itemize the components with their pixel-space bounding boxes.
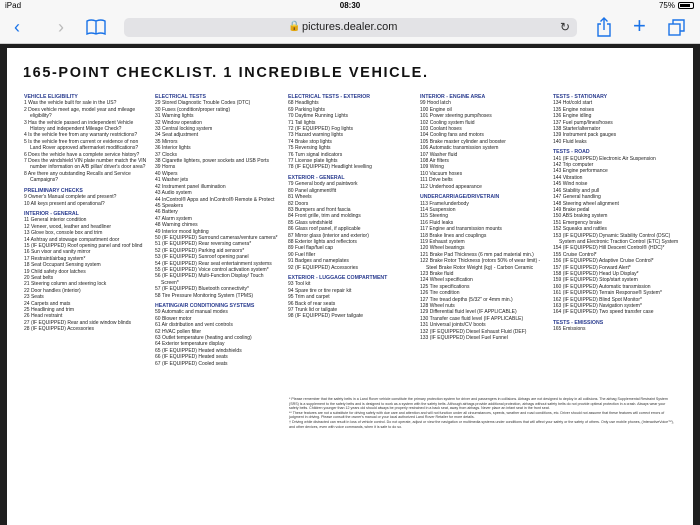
checklist-item: 14 Ashtray and stowage compartment door xyxy=(24,236,120,243)
checklist-item: 140 Fluid leaks xyxy=(553,138,587,145)
checklist-item: 79 General body and paintwork xyxy=(288,181,358,188)
checklist-item: 42 Instrument panel illumination xyxy=(155,183,226,190)
checklist-item: 16 Sun visor and vanity mirror xyxy=(24,249,91,256)
checklist-item: 87 Mirror glass (interior and exterior) xyxy=(288,232,369,239)
checklist-item: 150 ABS braking system xyxy=(553,213,608,220)
checklist-item: 5 Is the vehicle free from current or evidence of non Land Rover approved aftermarket modifications? xyxy=(24,138,139,152)
checklist-item: 153 (IF EQUIPPED) Dynamic Stability Control (DSC) System and Electronic Traction Control (ETC) System xyxy=(553,232,679,245)
plus-icon[interactable]: + xyxy=(633,13,646,38)
section-heading: PRELIMINARY CHECKS xyxy=(24,187,83,194)
checklist-item: 86 Glass roof panel, if applicable xyxy=(288,226,361,233)
checklist-item: 77 License plate lights xyxy=(288,158,338,165)
checklist-item: 113 Frame/underbody xyxy=(420,200,469,207)
checklist-item: 2 Does vehicle meet age, model year and mileage eligibility? xyxy=(24,106,136,120)
checklist-item: 151 Emergency brake xyxy=(553,219,602,226)
checklist-item: 81 Wheels xyxy=(288,194,312,201)
checklist-item: 96 Back of rear seats xyxy=(288,300,336,307)
checklist-item: 62 HVAC pollen filter xyxy=(155,328,202,335)
checklist-item: 44 InControl® Apps and InControl® Remote & Protect xyxy=(155,196,275,203)
checklist-item: 67 (IF EQUIPPED) Cooled seats xyxy=(155,360,228,367)
checklist-item: 53 (IF EQUIPPED) Sunroof opening panel xyxy=(155,254,249,261)
checklist-item: 115 Steering xyxy=(420,213,448,220)
checklist-item: 127 Tire tread depths (5/32" or 4mm min.) xyxy=(420,296,513,303)
checklist-item: 60 Blower motor xyxy=(155,315,192,322)
checklist-item: 94 Spare tire or tire repair kit xyxy=(288,287,352,294)
checklist-item: 111 Drive belts xyxy=(420,177,453,184)
book-icon[interactable] xyxy=(86,19,106,35)
checklist-item: 37 Clocks xyxy=(155,151,177,158)
checklist-column xyxy=(288,94,413,320)
checklist-item: 75 Reversing lights xyxy=(288,145,331,152)
checklist-item: 159 (IF EQUIPPED) Stop/start system xyxy=(553,277,638,284)
reload-icon[interactable]: ↻ xyxy=(559,20,570,34)
checklist-item: 47 Alarm system xyxy=(155,215,192,222)
checklist-item: 22 Door handles (interior) xyxy=(24,287,81,294)
checklist-item: 143 Engine performance xyxy=(553,168,608,175)
checklist-item: 78 (IF EQUIPPED) Headlight levelling xyxy=(288,164,372,171)
checklist-item: 122 Brake Rotor Thickness (rotors 50% of wear limit) - Steel Brake Rotor Weight (kg) - Carbon Ceramic xyxy=(420,258,541,271)
checklist-item: 25 Headlining and trim xyxy=(24,307,75,313)
checklist-item: 135 Engine noises xyxy=(553,106,595,113)
checklist-item: 124 Wheel specification xyxy=(420,277,473,284)
checklist-item: 17 Restraint/airbag system* xyxy=(24,255,86,262)
checklist-item: 63 Outlet temperature (heating and cooling) xyxy=(155,335,252,342)
checklist-item: 29 Stored Diagnostic Trouble Codes (DTC) xyxy=(155,100,251,107)
lock-icon: 🔒 xyxy=(288,21,301,32)
checklist-item: 100 Engine oil xyxy=(420,106,452,113)
status-clock: 08:30 xyxy=(339,1,361,10)
chevron-left-icon[interactable]: ‹ xyxy=(14,17,20,37)
section-heading: HEATING/AIR CONDITIONING SYSTEMS xyxy=(155,303,255,309)
checklist-item: 20 Seat belts xyxy=(24,274,54,281)
battery-percent: 75% xyxy=(658,1,675,10)
checklist-item: 69 Parking lights xyxy=(288,106,325,113)
section-heading: VEHICLE ELIGIBILITY xyxy=(24,94,78,100)
checklist-item: 155 Cruise Control* xyxy=(553,251,597,258)
section-heading: TESTS - STATIONARY xyxy=(553,94,608,100)
checklist-item: 99 Hood latch xyxy=(420,100,451,107)
checklist-item: 55 (IF EQUIPPED) Voice control activation system* xyxy=(155,266,269,273)
section-heading: ELECTRICAL TESTS xyxy=(155,94,206,100)
checklist-item: 9 Owner's Manual complete and present? xyxy=(24,194,117,201)
address-bar[interactable] xyxy=(124,18,577,37)
checklist-item: 139 Instrument pack gauges xyxy=(553,132,617,139)
checklist-item: 46 Battery xyxy=(155,209,178,216)
checklist-item: 71 Tail lights xyxy=(288,119,316,126)
checklist-item: 33 Central locking system xyxy=(155,126,213,133)
checklist-item: 11 General interior condition xyxy=(24,217,87,224)
checklist-item: 149 Brake pedal xyxy=(553,206,590,213)
checklist-item: 107 Washer fluid xyxy=(420,151,458,158)
checklist-item: 123 Brake fluid xyxy=(420,270,454,277)
checklist-item: 103 Coolant hoses xyxy=(420,126,462,133)
checklist-item: 121 Brake Pad Thickness (6 mm pad material min.) xyxy=(420,251,534,258)
checklist-item: 72 (IF EQUIPPED) Fog lights xyxy=(288,126,354,133)
checklist-item: 144 Vibration xyxy=(553,174,583,181)
browser-toolbar xyxy=(0,12,700,44)
checklist-item: 8 Are there any outstanding Recalls and Service Campaigns? xyxy=(24,170,131,184)
url-text: pictures.dealer.com xyxy=(302,21,398,33)
device-name: iPad xyxy=(5,1,22,10)
section-heading: UNDERCARRIAGE/DRIVETRAIN xyxy=(420,194,500,201)
checklist-item: 93 Tool kit xyxy=(288,281,311,288)
checklist-item: 106 Automatic transmission system xyxy=(420,145,499,152)
checklist-item: 28 (IF EQUIPPED) Accessories xyxy=(24,326,95,333)
checklist-item: 34 Seat adjustment xyxy=(155,132,199,139)
checklist-item: 73 Hazard warning lights xyxy=(288,132,344,139)
checklist-item: 97 Trunk lid or tailgate xyxy=(288,307,338,313)
checklist-item: 162 (IF EQUIPPED) Blind Spot Monitor* xyxy=(553,296,642,303)
checklist-item: 56 (IF EQUIPPED) Multi-Function Display/ Touch Screen* xyxy=(155,273,264,286)
checklist-item: 156 (IF EQUIPPED) Adaptive Cruise Control* xyxy=(553,258,654,265)
checklist-item: 4 Is the vehicle free from any warranty restrictions? xyxy=(24,132,138,139)
checklist-item: 54 (IF EQUIPPED) Rear seat entertainment systems xyxy=(155,260,272,267)
checklist-item: 138 Starter/alternator xyxy=(553,126,601,133)
tabs-icon[interactable] xyxy=(668,19,686,37)
checklist-item: 76 Turn signal indicators xyxy=(288,151,343,158)
checklist-item: 116 Fluid leaks xyxy=(420,219,454,226)
checklist-column xyxy=(553,94,685,333)
checklist-item: 12 Veneer, wood, leather and headliner xyxy=(24,223,112,230)
checklist-column xyxy=(155,94,280,367)
checklist-item: 136 Engine idling xyxy=(553,113,592,120)
checklist-column xyxy=(420,94,548,341)
checklist-item: 109 Wiring xyxy=(420,164,444,171)
checklist-item: 137 Fuel pump/lines/hoses xyxy=(553,119,613,126)
checklist-item: 112 Underhood appearance xyxy=(420,183,482,190)
checklist-item: 23 Seats xyxy=(24,294,44,301)
section-heading: INTERIOR - GENERAL xyxy=(24,210,79,217)
checklist-item: 45 Speakers xyxy=(155,202,184,209)
checklist-item: 84 Front grille, trim and moldings xyxy=(288,213,361,220)
checklist-item: 24 Carpets and mats xyxy=(24,300,71,307)
checklist-item: 31 Warning lights xyxy=(155,113,194,120)
battery-status xyxy=(659,1,694,10)
checklist-item: 35 Mirrors xyxy=(155,138,178,145)
checklist-item: 118 Brake lines and couplings xyxy=(420,232,487,239)
checklist-item: 152 Squeaks and rattles xyxy=(553,226,607,233)
checklist-item: 132 (IF EQUIPPED) Diesel Exhaust Fluid (DEF) xyxy=(420,328,527,335)
checklist-item: 59 Automatic and manual modes xyxy=(155,309,228,316)
checklist-item: 117 Engine and transmission mounts xyxy=(420,226,502,233)
checklist-item: 142 Trip computer xyxy=(553,162,594,169)
checklist-item: 13 Glove box, console box and trim xyxy=(24,230,103,237)
checklist-item: 41 Washer jets xyxy=(155,177,189,184)
checklist-item: 92 (IF EQUIPPED) Accessories xyxy=(288,264,359,271)
checklist-item: 164 (IF EQUIPPED) Two speed transfer case xyxy=(553,309,654,316)
checklist-item: 101 Power steering pump/hoses xyxy=(420,113,492,120)
checklist-item: 89 Fuel flap/fuel cap xyxy=(288,245,334,252)
checklist-item: 148 Steering wheel alignment xyxy=(553,200,619,207)
status-bar xyxy=(0,0,700,12)
checklist-item: 110 Vacuum hoses xyxy=(420,170,463,177)
checklist-item: 158 (IF EQUIPPED) Head Up Display* xyxy=(553,270,639,277)
checklist-item: 52 (IF EQUIPPED) Parking aid sensors* xyxy=(155,247,245,254)
checklist-item: 26 Head restraint xyxy=(24,313,63,320)
checklist-item: 21 Steering column and steering lock xyxy=(24,281,107,288)
checklist-item: 51 (IF EQUIPPED) Rear reversing camera* xyxy=(155,241,252,248)
checklist-item: 131 Universal joints/CV boots xyxy=(420,322,486,329)
checklist-item: 70 Daytime Running Lights xyxy=(288,113,349,120)
checklist-item: 6 Does the vehicle have a complete service history? xyxy=(24,151,140,158)
checklist-item: 85 Glass windshield xyxy=(288,219,333,226)
checklist-item: 49 Interior mood lighting xyxy=(155,228,209,235)
checklist-item: 65 (IF EQUIPPED) Heated windshields xyxy=(155,347,242,354)
checklist-item: 58 Tire Pressure Monitoring System (TPMS) xyxy=(155,292,254,299)
checklist-item: 129 Differential fluid level (IF APPLICABLE) xyxy=(420,309,517,316)
footnotes xyxy=(289,397,674,429)
checklist-item: 141 (IF EQUIPPED) Electronic Air Suspension xyxy=(553,155,656,162)
checklist-item: 32 Window operation xyxy=(155,119,202,126)
checklist-item: 133 (IF EQUIPPED) Diesel Fuel Funnel xyxy=(420,335,508,342)
checklist-item: 7 Does the windshield VIN plate number match the VIN number information on A/B pillar/ driver's door area? xyxy=(24,158,147,171)
checklist-item: 38 Cigarette lighters, power sockets and USB Ports xyxy=(155,158,269,165)
chevron-right-icon[interactable]: › xyxy=(58,17,64,37)
checklist-item: 157 (IF EQUIPPED) Forward Alert* xyxy=(553,264,631,271)
battery-icon xyxy=(678,2,694,9)
checklist-item: 39 Horns xyxy=(155,164,176,171)
checklist-item: 15 (IF EQUIPPED) Roof opening panel and roof blind xyxy=(24,242,143,249)
checklist-item: 145 Wind noise xyxy=(553,181,588,188)
checklist-column xyxy=(24,94,149,333)
section-heading: INTERIOR - ENGINE AREA xyxy=(420,94,486,100)
checklist-item: 57 (IF EQUIPPED) Bluetooth connectivity* xyxy=(155,286,249,293)
checklist-item: 1 Was the vehicle built for sale in the US? xyxy=(24,100,117,107)
checklist-item: 83 Bumpers and front fascia xyxy=(288,206,351,213)
checklist-item: 43 Audio system xyxy=(155,190,192,197)
checklist-item: 3 Has the vehicle passed an independent Vehicle History and independent Mileage Check? xyxy=(24,119,134,133)
checklist-item: 82 Doors xyxy=(288,200,309,207)
checklist-item: 40 Wipers xyxy=(155,170,178,177)
checklist-item: 147 General handling xyxy=(553,194,601,201)
checklist-item: 90 Fuel filler xyxy=(288,251,316,258)
checklist-item: 74 Brake stop lights xyxy=(288,138,332,145)
checklist-item: 161 (IF EQUIPPED) Terrain Response® System* xyxy=(553,290,662,297)
checklist-item: 146 Stability and pull xyxy=(553,187,600,194)
checklist-item: 95 Trim and carpet xyxy=(288,294,330,301)
checklist-item: 80 Panel alignment/fit xyxy=(288,187,337,194)
checklist-item: 10 All keys present and operational? xyxy=(24,200,105,207)
section-heading: TESTS - EMISSIONS xyxy=(553,319,604,326)
share-icon[interactable] xyxy=(597,17,611,37)
checklist-item: 30 Fuses (condition/proper rating) xyxy=(155,106,231,113)
checklist-item: 48 Warning chimes xyxy=(155,222,198,229)
checklist-item: 36 Interior lights xyxy=(155,145,191,152)
checklist-item: 19 Child safety door latches xyxy=(24,268,86,275)
checklist-item: 114 Suspension xyxy=(420,206,456,213)
checklist-item: 50 (IF EQUIPPED) Surround cameras/venture camera* xyxy=(155,234,278,241)
checklist-item: 119 Exhaust system xyxy=(420,238,465,245)
checklist-item: 88 Exterior lights and reflectors xyxy=(288,238,357,245)
checklist-item: 91 Badges and nameplates xyxy=(288,258,349,265)
checklist-item: 27 (IF EQUIPPED) Rear and side window blinds xyxy=(24,319,131,326)
checklist-item: 130 Transfer case fluid level (IF APPLICABLE) xyxy=(420,315,524,322)
checklist-item: 68 Headlights xyxy=(288,100,319,107)
checklist-item: 154 (IF EQUIPPED) Hill Descent Control® (HDC)* xyxy=(553,245,665,252)
section-heading: ELECTRICAL TESTS - EXTERIOR xyxy=(288,94,371,100)
section-heading: EXTERIOR - GENERAL xyxy=(288,174,345,181)
checklist-item: 120 Wheel bearings xyxy=(420,245,465,252)
footnote: † Driving while distracted can result in loss of vehicle control. Do not operate, adjust or view the navigation or multimedia systems under conditions that will affect your safety or the safety of others. Only use mobile phones, (InteractiveVoice™), and other devices, even with voice commands, when it is safe to do so. xyxy=(289,419,674,429)
section-heading: TESTS - ROAD xyxy=(553,149,590,156)
checklist-item: 61 Air distribution and vent controls xyxy=(155,322,233,329)
section-heading: EXTERIOR - LUGGAGE COMPARTMENT xyxy=(288,274,388,281)
checklist-item: 126 Tire condition xyxy=(420,290,460,297)
checklist-item: 66 (IF EQUIPPED) Heated seats xyxy=(155,354,228,361)
checklist-item: 102 Cooling system fluid xyxy=(420,119,475,126)
checklist-item: 160 (IF EQUIPPED) Automatic transmission xyxy=(553,283,651,290)
checklist-item: 128 Wheel nuts xyxy=(420,303,455,309)
checklist-item: 165 Emissions xyxy=(553,326,586,333)
checklist-item: 134 Hot/cold start xyxy=(553,100,593,107)
checklist-image xyxy=(7,48,693,525)
checklist-item: 163 (IF EQUIPPED) Navigation system* xyxy=(553,303,642,309)
checklist-item: 125 Tire specifications xyxy=(420,283,470,290)
checklist-item: 108 Air filters xyxy=(420,158,449,165)
checklist-item: 64 Exterior temperature display xyxy=(155,341,225,348)
checklist-item: 98 (IF EQUIPPED) Power tailgate xyxy=(288,313,364,320)
page-title: 165-POINT CHECKLIST. 1 INCREDIBLE VEHICLE. xyxy=(23,65,429,81)
checklist-item: 104 Cooling fans and motors xyxy=(420,132,484,139)
checklist-item: 18 Seat Occupant Sensing system xyxy=(24,262,101,269)
footnote: ** These features are not a substitute for driving safely with due care and attention and will not function under all circumstances, speeds, weather and road conditions, etc. Driver should not assume that these features will correct errors of judgment in driving. Please consult the owner's manual or your local authorized Land Rover Retailer for more details. xyxy=(289,410,665,420)
footnote: * Please remember that the safety belts in a Land Rover vehicle constitute the primary protection system for driver and passengers in collisions. Airbags are not designed to deploy in all collisions. The airbag Supplemental Restraint System (SRS) is a supplement to the safety belts and is designed to work as a system with the safety belts. Although airbags provide additional protection, airbags without safety belts do not provide optimal protection in a crash. Always wear your safety belts. Children younger than 12 years old should always be properly restrained in a back seat, away from airbags. Never place an infant seat in the front seat. xyxy=(289,397,668,411)
checklist-item: 105 Brake master cylinder and booster xyxy=(420,138,506,145)
